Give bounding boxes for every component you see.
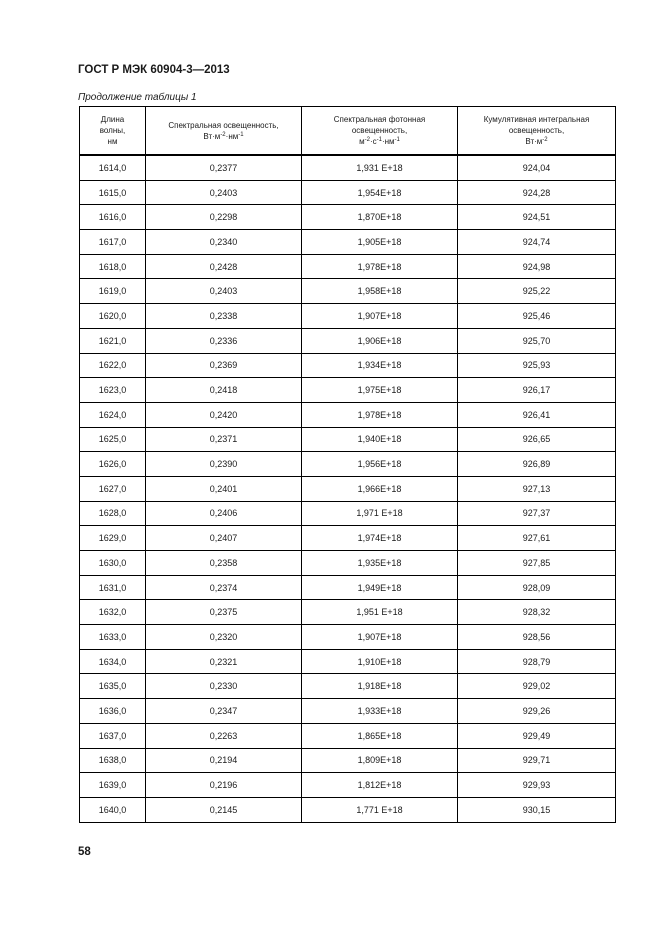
cell-wavelength: 1626,0 (80, 452, 146, 477)
cell-cumulative-irradiance: 926,41 (458, 402, 616, 427)
cell-wavelength: 1629,0 (80, 526, 146, 551)
cell-cumulative-irradiance: 925,70 (458, 328, 616, 353)
cell-spectral-irradiance: 0,2418 (146, 378, 302, 403)
cell-spectral-irradiance: 0,2358 (146, 551, 302, 576)
cell-wavelength: 1619,0 (80, 279, 146, 304)
cell-cumulative-irradiance: 927,13 (458, 476, 616, 501)
table-row (80, 230, 616, 255)
cell-cumulative-irradiance: 927,85 (458, 551, 616, 576)
cell-spectral-irradiance: 0,2407 (146, 526, 302, 551)
cell-wavelength: 1639,0 (80, 773, 146, 798)
cell-spectral-irradiance: 0,2320 (146, 625, 302, 650)
table-row (80, 254, 616, 279)
cell-wavelength: 1637,0 (80, 723, 146, 748)
cell-cumulative-irradiance: 925,46 (458, 304, 616, 329)
cell-spectral-irradiance: 0,2403 (146, 180, 302, 205)
table-row (80, 427, 616, 452)
table-row (80, 402, 616, 427)
cell-spectral-irradiance: 0,2196 (146, 773, 302, 798)
cell-spectral-irradiance: 0,2377 (146, 155, 302, 180)
cell-spectral-irradiance: 0,2420 (146, 402, 302, 427)
cell-cumulative-irradiance: 929,49 (458, 723, 616, 748)
cell-photon-irradiance: 1,910E+18 (302, 649, 458, 674)
cell-spectral-irradiance: 0,2375 (146, 600, 302, 625)
cell-cumulative-irradiance: 924,04 (458, 155, 616, 180)
cell-wavelength: 1616,0 (80, 205, 146, 230)
table-row (80, 328, 616, 353)
cell-spectral-irradiance: 0,2374 (146, 575, 302, 600)
cell-wavelength: 1631,0 (80, 575, 146, 600)
cell-wavelength: 1618,0 (80, 254, 146, 279)
cell-spectral-irradiance: 0,2428 (146, 254, 302, 279)
page-number: 58 (78, 846, 91, 858)
cell-wavelength: 1621,0 (80, 328, 146, 353)
table-row (80, 501, 616, 526)
table-row (80, 378, 616, 403)
cell-wavelength: 1630,0 (80, 551, 146, 576)
table-row (80, 649, 616, 674)
header-wavelength: Длина волны, нм (80, 107, 146, 156)
cell-photon-irradiance: 1,971 E+18 (302, 501, 458, 526)
cell-spectral-irradiance: 0,2403 (146, 279, 302, 304)
cell-spectral-irradiance: 0,2321 (146, 649, 302, 674)
cell-spectral-irradiance: 0,2347 (146, 699, 302, 724)
cell-cumulative-irradiance: 926,65 (458, 427, 616, 452)
table-row (80, 723, 616, 748)
cell-cumulative-irradiance: 925,22 (458, 279, 616, 304)
table-row (80, 353, 616, 378)
table-row (80, 575, 616, 600)
cell-cumulative-irradiance: 929,93 (458, 773, 616, 798)
cell-wavelength: 1634,0 (80, 649, 146, 674)
cell-photon-irradiance: 1,931 E+18 (302, 155, 458, 180)
table-row (80, 155, 616, 180)
header-spectral-photon-irradiance: Спектральная фотонная освещенность, $м^{-2}\cdot с^{-1}\cdot нм^{-1}$ (302, 107, 458, 156)
cell-wavelength: 1640,0 (80, 797, 146, 822)
cell-spectral-irradiance: 0,2298 (146, 205, 302, 230)
cell-photon-irradiance: 1,951 E+18 (302, 600, 458, 625)
cell-cumulative-irradiance: 928,09 (458, 575, 616, 600)
table-body (80, 155, 616, 822)
table-row (80, 674, 616, 699)
cell-spectral-irradiance: 0,2371 (146, 427, 302, 452)
cell-spectral-irradiance: 0,2338 (146, 304, 302, 329)
cell-spectral-irradiance: 0,2330 (146, 674, 302, 699)
cell-photon-irradiance: 1,935E+18 (302, 551, 458, 576)
cell-wavelength: 1632,0 (80, 600, 146, 625)
cell-photon-irradiance: 1,949E+18 (302, 575, 458, 600)
cell-photon-irradiance: 1,934E+18 (302, 353, 458, 378)
cell-spectral-irradiance: 0,2340 (146, 230, 302, 255)
cell-wavelength: 1623,0 (80, 378, 146, 403)
table-row (80, 773, 616, 798)
cell-wavelength: 1633,0 (80, 625, 146, 650)
cell-wavelength: 1622,0 (80, 353, 146, 378)
cell-photon-irradiance: 1,865E+18 (302, 723, 458, 748)
table-row (80, 551, 616, 576)
cell-cumulative-irradiance: 928,79 (458, 649, 616, 674)
cell-cumulative-irradiance: 924,98 (458, 254, 616, 279)
table-row (80, 205, 616, 230)
cell-spectral-irradiance: 0,2401 (146, 476, 302, 501)
cell-photon-irradiance: 1,905E+18 (302, 230, 458, 255)
cell-cumulative-irradiance: 929,26 (458, 699, 616, 724)
cell-photon-irradiance: 1,809E+18 (302, 748, 458, 773)
spectral-data-table (79, 106, 616, 823)
cell-spectral-irradiance: 0,2390 (146, 452, 302, 477)
cell-wavelength: 1627,0 (80, 476, 146, 501)
cell-wavelength: 1614,0 (80, 155, 146, 180)
cell-photon-irradiance: 1,956E+18 (302, 452, 458, 477)
cell-cumulative-irradiance: 927,37 (458, 501, 616, 526)
cell-spectral-irradiance: 0,2369 (146, 353, 302, 378)
cell-spectral-irradiance: 0,2263 (146, 723, 302, 748)
table-row (80, 452, 616, 477)
cell-cumulative-irradiance: 928,32 (458, 600, 616, 625)
cell-photon-irradiance: 1,907E+18 (302, 304, 458, 329)
table-row (80, 476, 616, 501)
cell-photon-irradiance: 1,966E+18 (302, 476, 458, 501)
cell-photon-irradiance: 1,933E+18 (302, 699, 458, 724)
table-row (80, 526, 616, 551)
cell-cumulative-irradiance: 924,74 (458, 230, 616, 255)
table-row (80, 304, 616, 329)
cell-photon-irradiance: 1,940E+18 (302, 427, 458, 452)
cell-cumulative-irradiance: 924,28 (458, 180, 616, 205)
cell-wavelength: 1617,0 (80, 230, 146, 255)
cell-photon-irradiance: 1,978E+18 (302, 254, 458, 279)
cell-cumulative-irradiance: 929,02 (458, 674, 616, 699)
cell-cumulative-irradiance: 926,89 (458, 452, 616, 477)
cell-photon-irradiance: 1,978E+18 (302, 402, 458, 427)
table-row (80, 797, 616, 822)
cell-photon-irradiance: 1,870E+18 (302, 205, 458, 230)
table-row (80, 748, 616, 773)
document-header: ГОСТ Р МЭК 60904-3—2013 (78, 64, 230, 76)
cell-wavelength: 1635,0 (80, 674, 146, 699)
cell-photon-irradiance: 1,974E+18 (302, 526, 458, 551)
table-row (80, 180, 616, 205)
table-caption: Продолжение таблицы 1 (78, 92, 197, 103)
cell-wavelength: 1628,0 (80, 501, 146, 526)
cell-wavelength: 1620,0 (80, 304, 146, 329)
cell-cumulative-irradiance: 925,93 (458, 353, 616, 378)
cell-wavelength: 1624,0 (80, 402, 146, 427)
header-spectral-irradiance: Спектральная освещенность, $Вт\cdot м^{-2}\cdot нм^{-1}$ (146, 107, 302, 156)
cell-photon-irradiance: 1,771 E+18 (302, 797, 458, 822)
cell-wavelength: 1638,0 (80, 748, 146, 773)
cell-photon-irradiance: 1,812E+18 (302, 773, 458, 798)
cell-photon-irradiance: 1,954E+18 (302, 180, 458, 205)
header-cumulative-irradiance: Кумулятивная интегральная освещенность, $Вт\cdot м^{-2}$ (458, 107, 616, 156)
cell-spectral-irradiance: 0,2145 (146, 797, 302, 822)
table-row (80, 279, 616, 304)
cell-wavelength: 1625,0 (80, 427, 146, 452)
table-row (80, 625, 616, 650)
cell-cumulative-irradiance: 924,51 (458, 205, 616, 230)
cell-photon-irradiance: 1,975E+18 (302, 378, 458, 403)
cell-cumulative-irradiance: 927,61 (458, 526, 616, 551)
table-row (80, 600, 616, 625)
table-header-row (80, 107, 616, 156)
cell-spectral-irradiance: 0,2194 (146, 748, 302, 773)
cell-photon-irradiance: 1,958E+18 (302, 279, 458, 304)
cell-photon-irradiance: 1,918E+18 (302, 674, 458, 699)
cell-wavelength: 1636,0 (80, 699, 146, 724)
cell-cumulative-irradiance: 928,56 (458, 625, 616, 650)
cell-cumulative-irradiance: 926,17 (458, 378, 616, 403)
cell-photon-irradiance: 1,907E+18 (302, 625, 458, 650)
cell-cumulative-irradiance: 930,15 (458, 797, 616, 822)
cell-cumulative-irradiance: 929,71 (458, 748, 616, 773)
cell-spectral-irradiance: 0,2406 (146, 501, 302, 526)
cell-wavelength: 1615,0 (80, 180, 146, 205)
cell-photon-irradiance: 1,906E+18 (302, 328, 458, 353)
table-row (80, 699, 616, 724)
cell-spectral-irradiance: 0,2336 (146, 328, 302, 353)
